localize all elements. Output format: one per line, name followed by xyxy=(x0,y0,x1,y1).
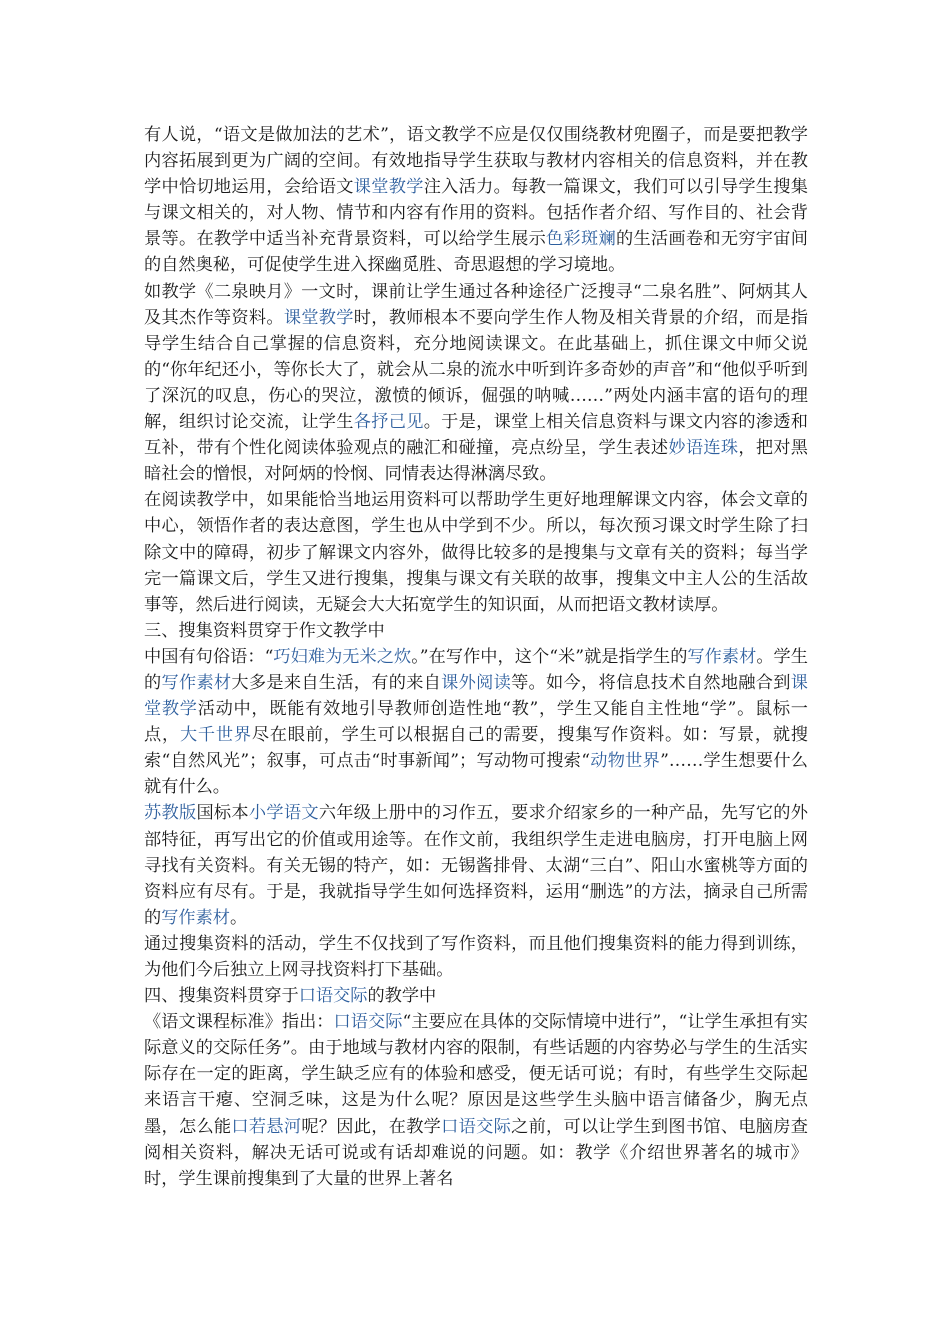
keyword-link[interactable]: 课堂教学 xyxy=(353,177,424,198)
text-run: ”……学生想要什么就有什么。 xyxy=(144,751,808,798)
paragraph xyxy=(144,931,808,983)
text-run: 。于是，课堂上相关信息资料与课文内容的渗透和互补，带有个性化阅读体验观点的融汇和碰撞，亮点纷呈，学生表述 xyxy=(144,412,808,459)
keyword-link[interactable]: 课外阅读 xyxy=(441,672,512,693)
keyword-link[interactable]: 小学语文 xyxy=(248,803,319,824)
text-run: 在阅读教学中，如果能恰当地运用资料可以帮助学生更好地理解课文内容，体会文章的中心，领悟作者的表达意图，学生也从中学到不少。所以，每次预习课文时学生除了扫除文中的障碍，初步了解课文内容外，做得比较多的是搜集与文章有关的资料；每当学完一篇课文后，学生又进行搜集，搜集与课文有关联的故事，搜集文中主人公的生活故事等，然后进行阅读，无疑会大大拓宽学生的知识面，从而把语文教材读厚。 xyxy=(144,490,808,615)
keyword-link[interactable]: 课堂教学 xyxy=(144,672,808,720)
paragraph xyxy=(144,983,808,1009)
keyword-link[interactable]: 口语交际 xyxy=(298,986,368,1007)
text-run: 。”在写作中，这个“米”就是指学生的 xyxy=(411,646,688,667)
keyword-link[interactable]: 大千世界 xyxy=(179,725,252,746)
text-run: 国标本 xyxy=(196,803,249,824)
text-run: 三、搜集资料贯穿于作文教学中 xyxy=(144,620,385,641)
document-body xyxy=(144,122,808,1192)
keyword-link[interactable]: 巧妇难为无米之炊 xyxy=(273,646,412,667)
paragraph xyxy=(144,800,808,930)
text-run: 尽在眼前，学生可以根据自己的需要，搜集写作资料。如：写景，就搜索“自然风光”；叙事，可点击“时事新闻”；写动物可搜索“ xyxy=(144,725,808,772)
paragraph xyxy=(144,618,808,644)
text-run: 呢？因此，在教学 xyxy=(301,1116,442,1137)
keyword-link[interactable]: 各抒己见 xyxy=(353,412,424,433)
text-run: 有人说，“语文是做加法的艺术”，语文教学不应是仅仅围绕教材兜圈子，而是要把教学内容拓展到更为广阔的空间。有效地指导学生获取与教材内容相关的信息资料，并在教学中恰切地运用，会给语文 xyxy=(144,125,808,198)
text-run: 六年级上册中的习作五，要求介绍家乡的一种产品，先写它的外部特征，再写出它的价值或用途等。在作文前，我组织学生走进电脑房，打开电脑上网寻找有关资料。有关无锡的特产，如：无锡酱排骨、太湖“三白”、阳山水蜜桃等方面的资料应有尽有。于是，我就指导学生如何选择资料，运用“删选”的方法，摘录自己所需的 xyxy=(144,803,808,928)
paragraph xyxy=(144,644,808,801)
text-run: 四、搜集资料贯穿于 xyxy=(144,986,299,1007)
paragraph xyxy=(144,1009,808,1192)
keyword-link[interactable]: 口若悬河 xyxy=(231,1116,302,1137)
text-run: 。学生的 xyxy=(144,646,808,693)
keyword-link[interactable]: 写作素材 xyxy=(161,672,232,693)
text-run: 等。如今，将信息技术自然地融合到 xyxy=(511,672,791,693)
keyword-link[interactable]: 妙语连珠 xyxy=(668,438,739,459)
text-run: 《语文课程标准》指出： xyxy=(144,1012,334,1033)
text-run: “主要应在具体的交际情境中进行”，“让学生承担有实际意义的交际任务”。由于地域与教材内容的限制，有些话题的内容势必与学生的生活实际存在一定的距离，学生缺乏应有的体验和感受，便无话可说；有时，有些学生交际起来语言干瘪、空洞乏味，这是为什么呢？原因是这些学生头脑中语言储备少，胸无点墨，怎么能 xyxy=(144,1012,808,1137)
keyword-link[interactable]: 苏教版 xyxy=(144,803,197,824)
keyword-link[interactable]: 动物世界 xyxy=(589,751,661,772)
text-run: 。 xyxy=(229,907,248,928)
text-run: 如教学《二泉映月》一文时，课前让学生通过各种途径广泛搜寻“二泉名胜”、阿炳其人及其杰作等资料。 xyxy=(144,281,808,328)
text-run: ，把对黑暗社会的憎恨，对阿炳的怜悯、同情表达得淋漓尽致。 xyxy=(144,438,808,485)
keyword-link[interactable]: 写作素材 xyxy=(161,907,230,928)
keyword-link[interactable]: 口语交际 xyxy=(441,1116,512,1137)
paragraph xyxy=(144,122,808,279)
text-run: 大多是来自生活，有的来自 xyxy=(231,672,442,693)
keyword-link[interactable]: 口语交际 xyxy=(333,1012,403,1033)
text-run: 的生活画卷和无穷宇宙间的自然奥秘，可促使学生进入探幽觅胜、奇思遐想的学习境地。 xyxy=(144,229,808,276)
text-run: 的教学中 xyxy=(367,986,437,1007)
keyword-link[interactable]: 色彩斑斓 xyxy=(546,229,616,250)
text-run: 活动中，既能有效地引导教师创造性地“教”，学生又能自主性地“学”。鼠标一点， xyxy=(144,699,808,746)
keyword-link[interactable]: 课堂教学 xyxy=(283,307,354,328)
text-run: 之前，可以让学生到图书馆、电脑房查阅相关资料，解决无话可说或有话却难说的问题。如：教学《介绍世界著名的城市》时，学生课前搜集到了大量的世界上著名 xyxy=(144,1116,808,1189)
text-run: 注入活力。每教一篇课文，我们可以引导学生搜集与课文相关的，对人物、情节和内容有作用的资料。包括作者介绍、写作目的、社会背景等。在教学中适当补充背景资料，可以给学生展示 xyxy=(144,177,808,250)
keyword-link[interactable]: 写作素材 xyxy=(687,646,757,667)
paragraph xyxy=(144,279,808,488)
paragraph xyxy=(144,487,808,617)
text-run: 时，教师根本不要向学生作人物及相关背景的介绍，而是指导学生结合自己掌握的信息资料，充分地阅读课文。在此基础上，抓住课文中师父说的“你年纪还小，等你长大了，就会从二泉的流水中听到许多奇妙的声音”和“他似乎听到了深沉的叹息，伤心的哭泣，激愤的倾诉，倔强的呐喊……”两处内涵丰富的语句的理解，组织讨论交流，让学生 xyxy=(144,307,808,433)
text-run: 通过搜集资料的活动，学生不仅找到了写作资料，而且他们搜集资料的能力得到训练，为他们今后独立上网寻找资料打下基础。 xyxy=(144,933,808,980)
text-run: 中国有句俗语：“ xyxy=(144,646,274,667)
